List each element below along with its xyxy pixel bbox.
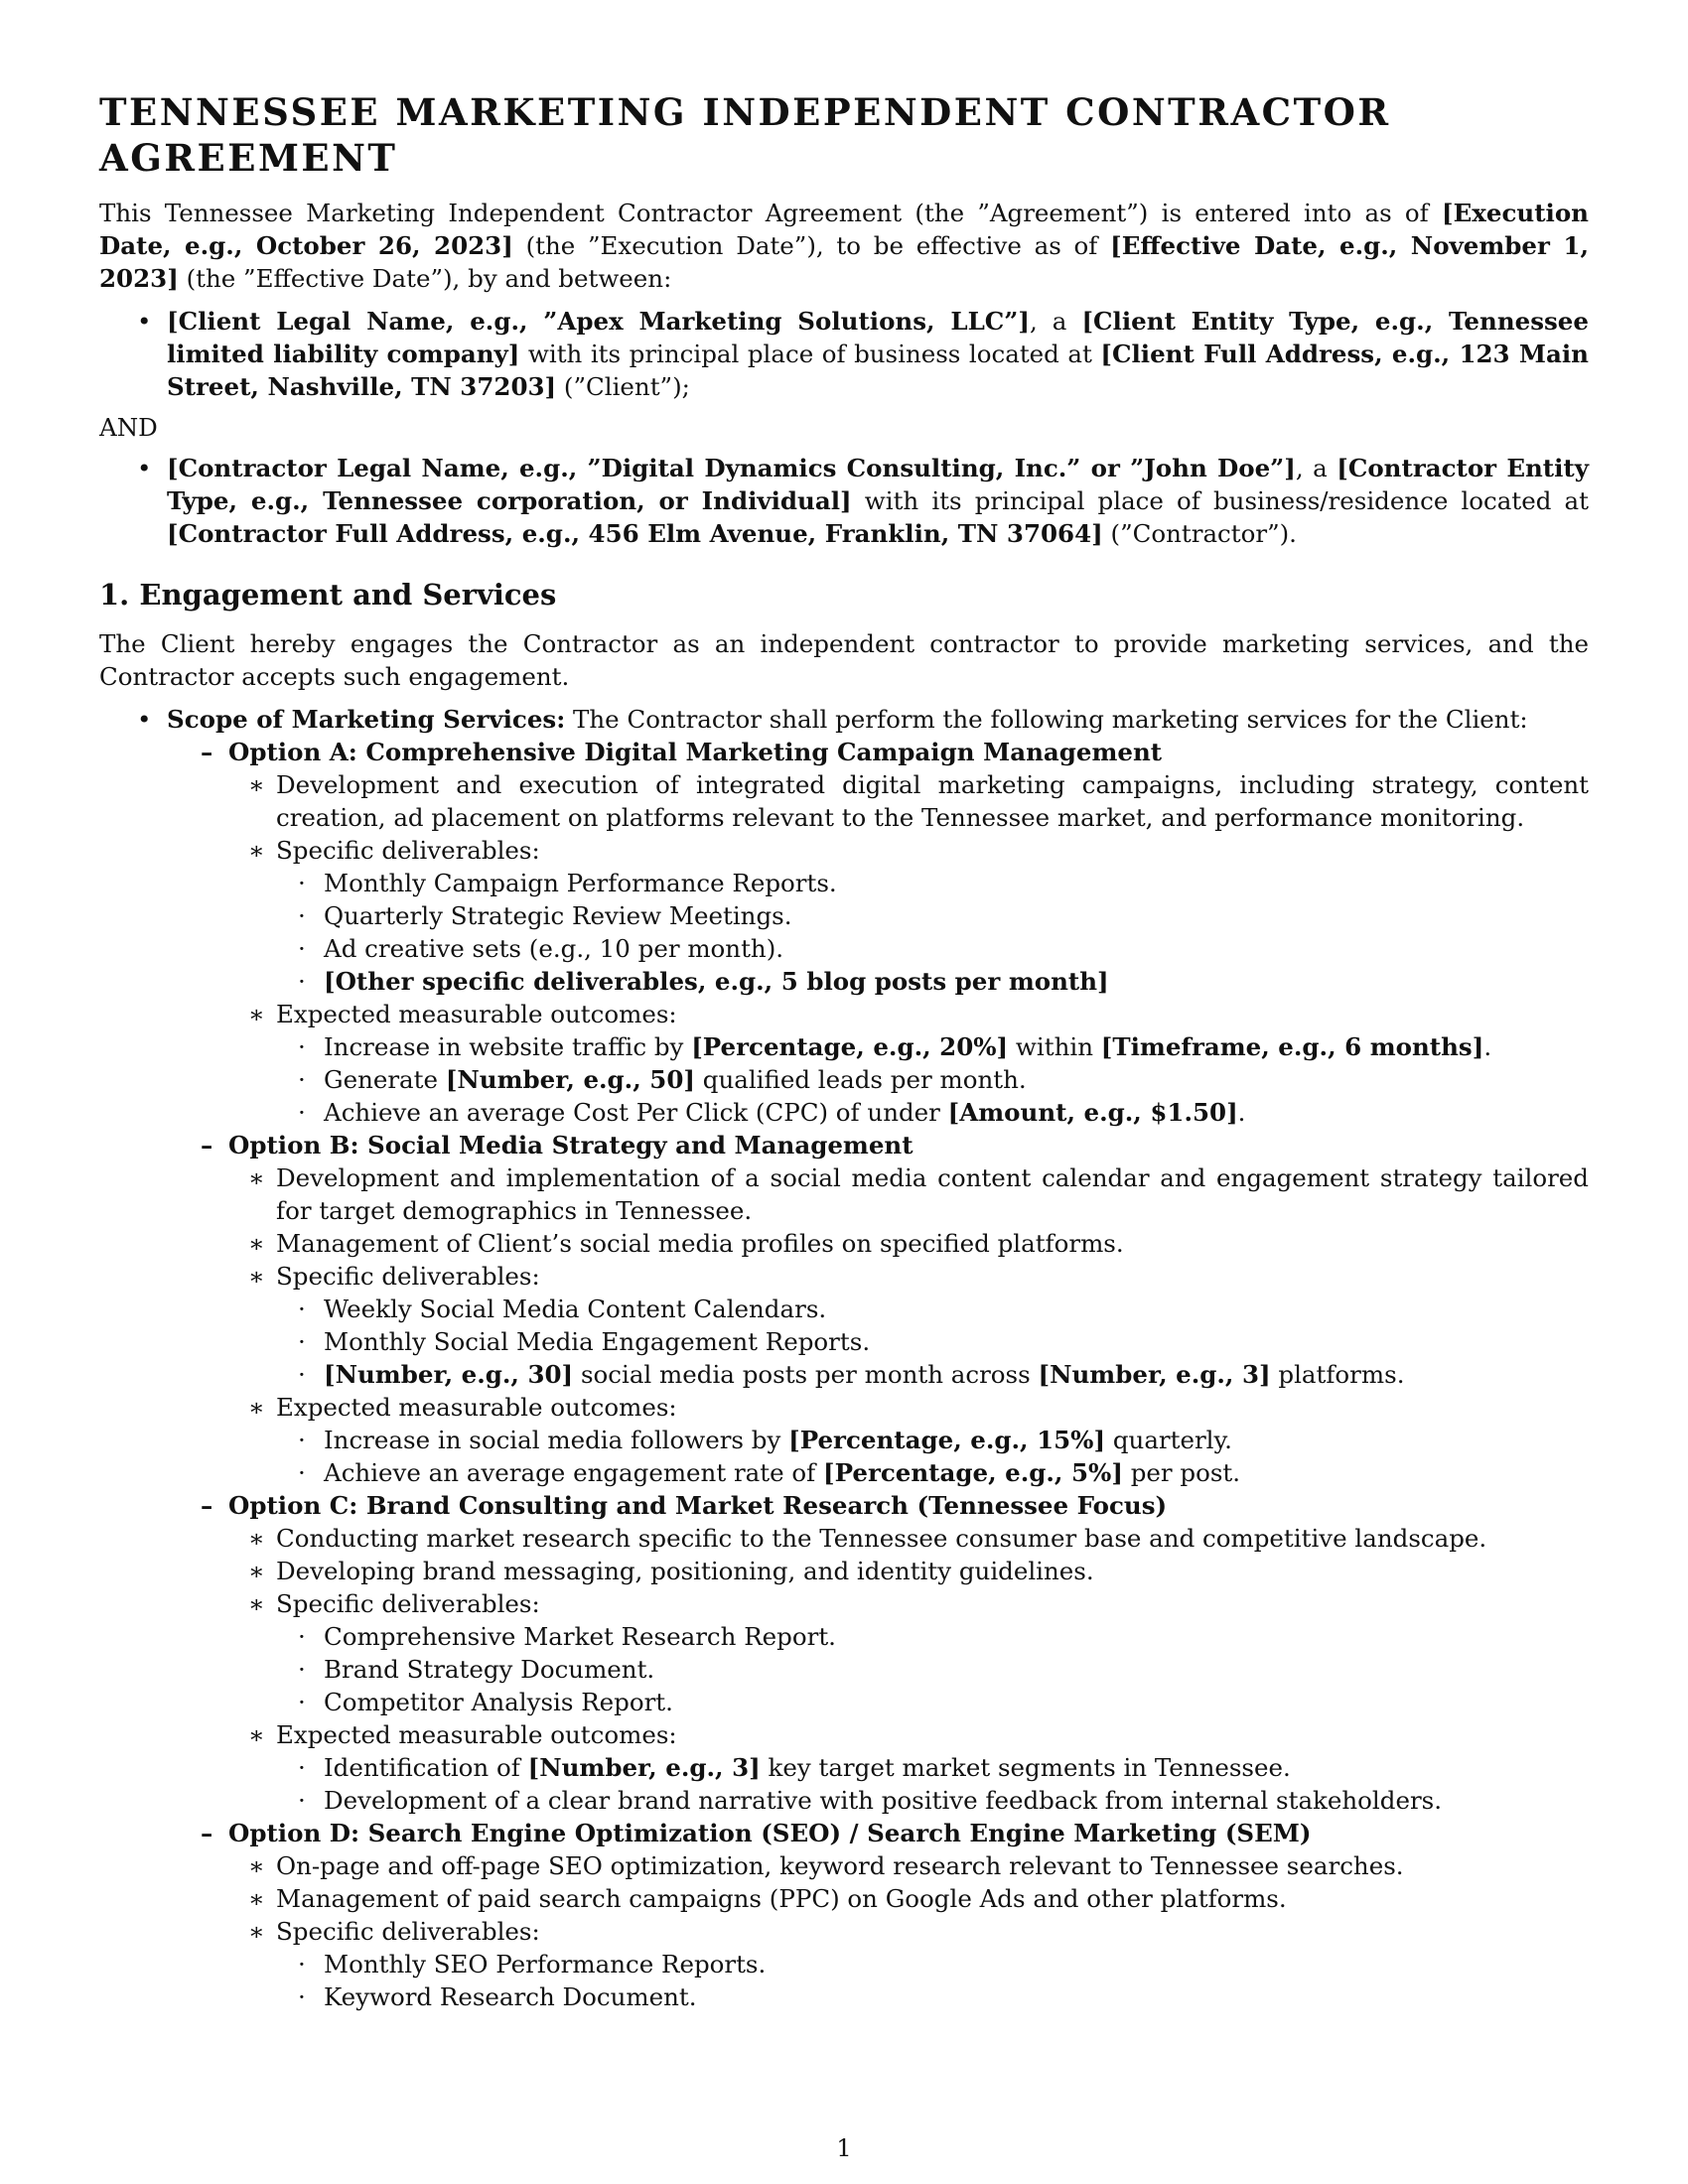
- list-item: · [Other specific deliverables, e.g., 5 blog posts per month]: [324, 965, 1589, 998]
- section-heading-engagement: 1. Engagement and Services: [99, 578, 557, 612]
- list-item: ∗ Development and execution of integrated digital marketing campaigns, including strategy, content creation, ad placement on platforms relevant to the Tennessee market, and performance monitoring.: [276, 768, 1589, 834]
- page-number: 1: [836, 2134, 852, 2162]
- list-item: · Quarterly Strategic Review Meetings.: [324, 899, 1589, 932]
- list-item: · Achieve an average Cost Per Click (CPC) of under [Amount, e.g., $1.50].: [324, 1096, 1589, 1129]
- list-item: · Development of a clear brand narrative with positive feedback from internal stakeholders.: [324, 1784, 1589, 1817]
- list-item: · Increase in social media followers by [Percentage, e.g., 15%] quarterly.: [324, 1424, 1589, 1456]
- list-item: ∗ Specific deliverables: · Monthly SEO Performance Reports. · Keyword Research Document.: [276, 1915, 1589, 2013]
- option-c: – Option C: Brand Consulting and Market Research (Tennessee Focus) ∗ Conducting market research specific to the Tennessee consumer base and competitive landscape. ∗ Developing brand messaging, positioning, and identity guidelines. ∗ Specific deliverables: · Comprehensive Market Research Report. · Brand Strategy Document. · Competitor Analysis Report. ∗ Expected measurable outcomes: · Identification of [Number, e.g., 3] key target market segments in Tennessee. · Development of a clear brand narrative with positive feedback from internal stakeholders.: [228, 1489, 1589, 1817]
- list-item: ∗ Specific deliverables: · Weekly Social Media Content Calendars. · Monthly Social Media Engagement Reports. · [Number, e.g., 30] social media posts per month across [Number, e.g., 3] platforms.: [276, 1260, 1589, 1391]
- list-item: · [Number, e.g., 30] social media posts per month across [Number, e.g., 3] platforms.: [324, 1358, 1589, 1391]
- list-item: ∗ Expected measurable outcomes: · Increase in website traffic by [Percentage, e.g., 20%] within [Timeframe, e.g., 6 months]. · Generate [Number, e.g., 50] qualified leads per month. · Achieve an average Cost Per Click (CPC) of under [Amount, e.g., $1.50].: [276, 998, 1589, 1129]
- list-item: ∗ Developing brand messaging, positioning, and identity guidelines.: [276, 1555, 1589, 1587]
- list-item: · Generate [Number, e.g., 50] qualified leads per month.: [324, 1063, 1589, 1096]
- list-item: · Weekly Social Media Content Calendars.: [324, 1293, 1589, 1325]
- list-item: · Comprehensive Market Research Report.: [324, 1620, 1589, 1653]
- list-item: ∗ Specific deliverables: · Monthly Campaign Performance Reports. · Quarterly Strategic Review Meetings. · Ad creative sets (e.g., 10 per month). · [Other specific deliverables, e.g., 5 blog posts per month]: [276, 834, 1589, 998]
- contractor-party: • [Contractor Legal Name, e.g., ”Digital Dynamics Consulting, Inc.” or ”John Doe”], a [Contractor Entity Type, e.g., Tennessee corporation, or Individual] with its principal place of business/residence located at [Contractor Full Address, e.g., 456 Elm Avenue, Franklin, TN 37064] (”Contractor”).: [167, 452, 1589, 550]
- engagement-paragraph: The Client hereby engages the Contractor as an independent contractor to provide marketing services, and the Contractor accepts such engagement.: [99, 629, 1589, 691]
- document-title: TENNESSEE MARKETING INDEPENDENT CONTRACTOR AGREEMENT: [99, 90, 1391, 180]
- list-item: · Monthly SEO Performance Reports.: [324, 1948, 1589, 1980]
- list-item: · Monthly Social Media Engagement Reports.: [324, 1325, 1589, 1358]
- list-item: ∗ Conducting market research specific to the Tennessee consumer base and competitive landscape.: [276, 1522, 1589, 1555]
- list-item: · Achieve an average engagement rate of [Percentage, e.g., 5%] per post.: [324, 1456, 1589, 1489]
- option-d: – Option D: Search Engine Optimization (SEO) / Search Engine Marketing (SEM) ∗ On-page and off-page SEO optimization, keyword research relevant to Tennessee searches. ∗ Management of paid search campaigns (PPC) on Google Ads and other platforms. ∗ Specific deliverables: · Monthly SEO Performance Reports. · Keyword Research Document.: [228, 1817, 1589, 2013]
- options-list: [167, 736, 1589, 2013]
- and-connector: AND: [99, 413, 158, 442]
- option-b: – Option B: Social Media Strategy and Management ∗ Development and implementation of a social media content calendar and engagement strategy tailored for target demographics in Tennessee. ∗ Management of Client’s social media profiles on specified platforms. ∗ Specific deliverables: · Weekly Social Media Content Calendars. · Monthly Social Media Engagement Reports. · [Number, e.g., 30] social media posts per month across [Number, e.g., 3] platforms. ∗ Expected measurable outcomes: · Increase in social media followers by [Percentage, e.g., 15%] quarterly. · Achieve an average engagement rate of [Percentage, e.g., 5%] per post.: [228, 1129, 1589, 1489]
- list-item: · Brand Strategy Document.: [324, 1653, 1589, 1686]
- list-item: ∗ Management of Client’s social media profiles on specified platforms.: [276, 1227, 1589, 1260]
- list-item: · Ad creative sets (e.g., 10 per month).: [324, 932, 1589, 965]
- contractor-party-list: [99, 452, 1589, 550]
- intro-paragraph: This Tennessee Marketing Independent Contractor Agreement (the ”Agreement”) is entered into as of [Execution Date, e.g., October 26, 2023] (the ”Execution Date”), to be effective as of [Effective Date, e.g., November 1, 2023] (the ”Effective Date”), by and between:: [99, 199, 1589, 293]
- client-party-list: [99, 305, 1589, 403]
- list-item: ∗ Development and implementation of a social media content calendar and engagement strategy tailored for target demographics in Tennessee.: [276, 1161, 1589, 1227]
- list-item: · Identification of [Number, e.g., 3] key target market segments in Tennessee.: [324, 1751, 1589, 1784]
- document-page: [99, 89, 1589, 2013]
- client-party: • [Client Legal Name, e.g., ”Apex Marketing Solutions, LLC”], a [Client Entity Type, e.g., Tennessee limited liability company] with its principal place of business located at [Client Full Address, e.g., 123 Main Street, Nashville, TN 37203] (”Client”);: [167, 305, 1589, 403]
- list-item: ∗ Specific deliverables: · Comprehensive Market Research Report. · Brand Strategy Document. · Competitor Analysis Report.: [276, 1587, 1589, 1718]
- option-a: – Option A: Comprehensive Digital Marketing Campaign Management ∗ Development and execution of integrated digital marketing campaigns, including strategy, content creation, ad placement on platforms relevant to the Tennessee market, and performance monitoring. ∗ Specific deliverables: · Monthly Campaign Performance Reports. · Quarterly Strategic Review Meetings. · Ad creative sets (e.g., 10 per month). · [Other specific deliverables, e.g., 5 blog posts per month] ∗ Expected measurable outcomes: · Increase in website traffic by [Percentage, e.g., 20%] within [Timeframe, e.g., 6 months]. · Generate [Number, e.g., 50] qualified leads per month. · Achieve an average Cost Per Click (CPC) of under [Amount, e.g., $1.50].: [228, 736, 1589, 1129]
- list-item: ∗ Management of paid search campaigns (PPC) on Google Ads and other platforms.: [276, 1882, 1589, 1915]
- list-item: · Keyword Research Document.: [324, 1980, 1589, 2013]
- list-item: ∗ Expected measurable outcomes: · Increase in social media followers by [Percentage, e.g., 15%] quarterly. · Achieve an average engagement rate of [Percentage, e.g., 5%] per post.: [276, 1391, 1589, 1489]
- list-item: ∗ On-page and off-page SEO optimization, keyword research relevant to Tennessee searches.: [276, 1849, 1589, 1882]
- list-item: · Monthly Campaign Performance Reports.: [324, 867, 1589, 899]
- list-item: · Increase in website traffic by [Percentage, e.g., 20%] within [Timeframe, e.g., 6 months].: [324, 1030, 1589, 1063]
- list-item: · Competitor Analysis Report.: [324, 1686, 1589, 1718]
- list-item: ∗ Expected measurable outcomes: · Identification of [Number, e.g., 3] key target market segments in Tennessee. · Development of a clear brand narrative with positive feedback from internal stakeholders.: [276, 1718, 1589, 1817]
- scope-item: • Scope of Marketing Services: The Contractor shall perform the following marketing services for the Client: – Option A: Comprehensive Digital Marketing Campaign Management ∗ Development and execution of integrated digital marketing campaigns, including strategy, content creation, ad placement on platforms relevant to the Tennessee market, and performance monitoring. ∗ Specific deliverables: · Monthly Campaign Performance Reports. · Quarterly Strategic Review Meetings. · Ad creative sets (e.g., 10 per month). · [Other specific deliverables, e.g., 5 blog posts per month] ∗ Expected measurable outcomes: · Increase in website traffic by [Percentage, e.g., 20%] within [Timeframe, e.g., 6 months]. · Generate [Number, e.g., 50] qualified leads per month. · Achieve an average Cost Per Click (CPC) of under [Amount, e.g., $1.50]. – Option B: Social Media Strategy and Management ∗ Development and implementation of a social media content calendar and engagement strategy tailored for target demographics in Tennessee. ∗ Management of Client’s social media profiles on specified platforms. ∗ Specific deliverables: · Weekly Social Media Content Calendars. · Monthly Social Media Engagement Reports. · [Number, e.g., 30] social media posts per month across [Number, e.g., 3] platforms. ∗ Expected measurable outcomes: · Increase in social media followers by [Percentage, e.g., 15%] quarterly. · Achieve an average engagement rate of [Percentage, e.g., 5%] per post. – Option C: Brand Consulting and Market Research (Tennessee Focus) ∗ Conducting market research specific to the Tennessee consumer base and competitive landscape. ∗ Developing brand messaging, positioning, and identity guidelines. ∗ Specific deliverables: · Comprehensive Market Research Report. · Brand Strategy Document. · Competitor Analysis Report. ∗ Expected measurable outcomes: · Identification of [Number, e.g., 3] key target market segments in Tennessee. · Development of a clear brand narrative with positive feedback from internal stakeholders. – Option D: Search Engine Optimization (SEO) / Search Engine Marketing (SEM) ∗ On-page and off-page SEO optimization, keyword research relevant to Tennessee searches. ∗ Management of paid search campaigns (PPC) on Google Ads and other platforms. ∗ Specific deliverables: · Monthly SEO Performance Reports. · Keyword Research Document.: [167, 703, 1589, 2013]
- scope-list: [99, 703, 1589, 2013]
